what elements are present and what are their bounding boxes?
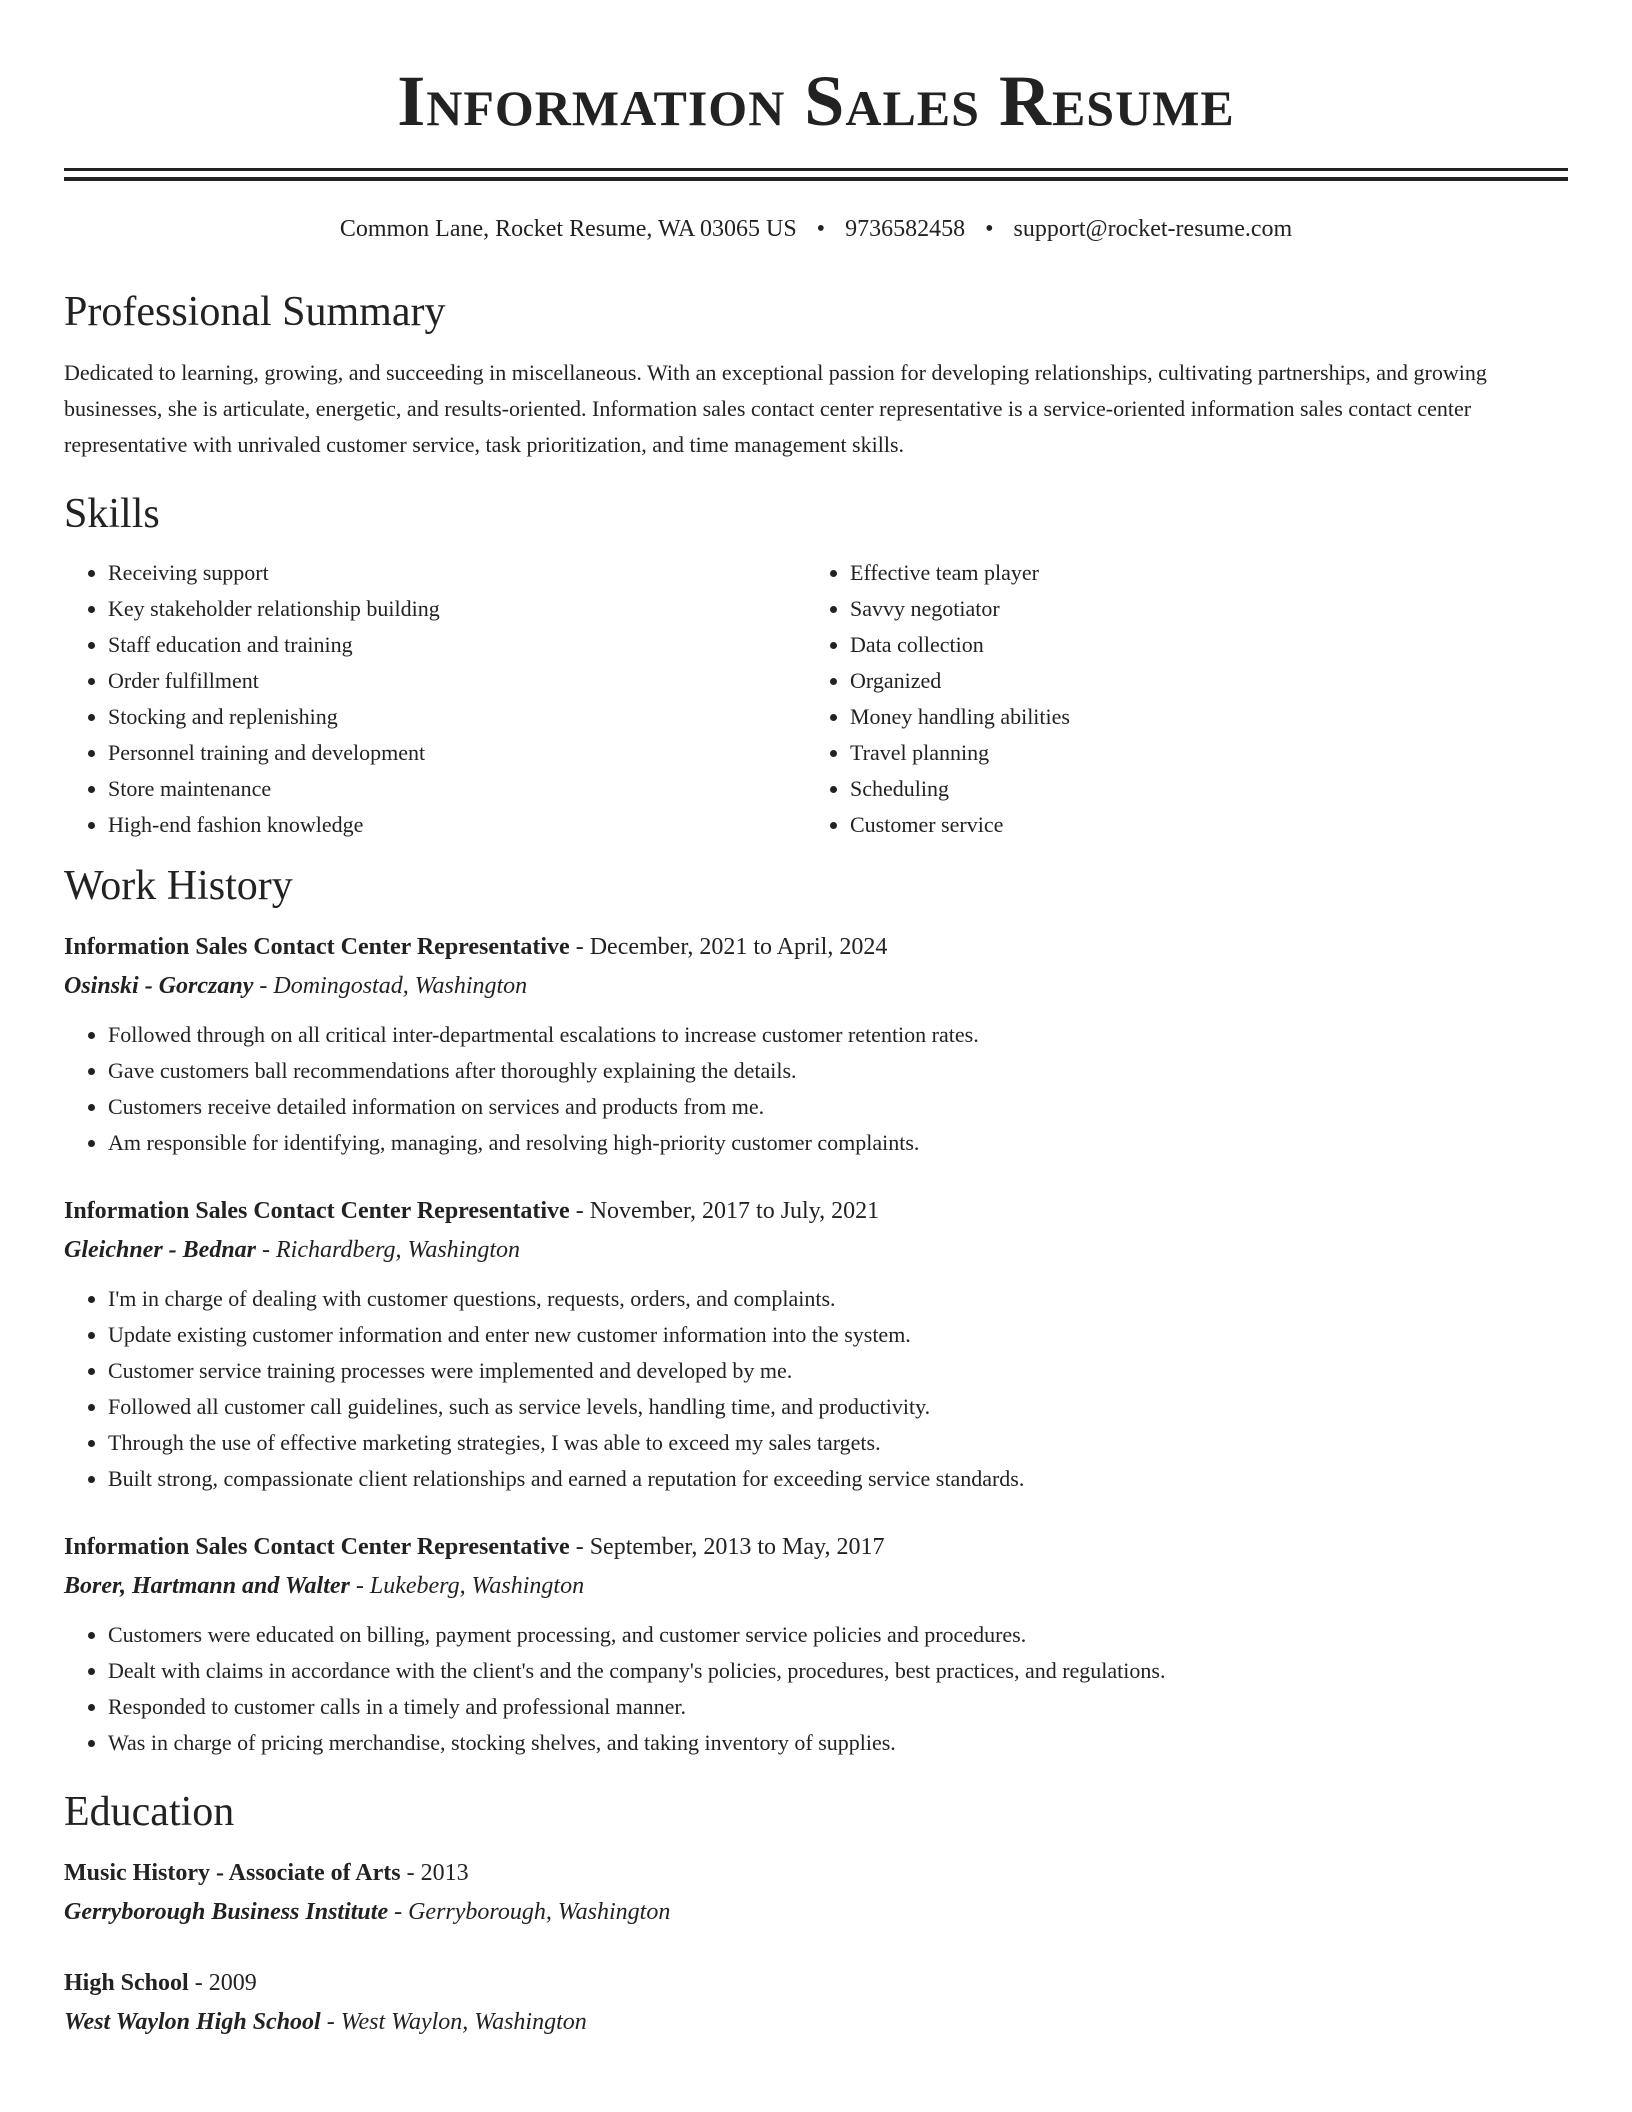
contact-address: Common Lane, Rocket Resume, WA 03065 US	[339, 216, 797, 242]
work-history-heading: Work History	[64, 863, 293, 909]
job-location: Domingostad, Washington	[273, 973, 528, 999]
education-school: Gerryborough Business Institute	[64, 1899, 389, 1925]
skills-column-right	[806, 555, 1548, 843]
job-dates: December, 2021 to April, 2024	[589, 934, 888, 960]
education-institution: Gerryborough Business Institute - Gerryborough, Washington	[64, 1899, 671, 1925]
job-entry	[64, 927, 1568, 1161]
job-header: Information Sales Contact Center Representative - November, 2017 to July, 2021	[64, 1198, 880, 1224]
job-duty: • I'm in charge of dealing with customer questions, requests, orders, and complaints.	[108, 1281, 1568, 1317]
skills-heading: Skills	[64, 491, 160, 537]
contact-separator: •	[985, 216, 994, 242]
job-duty: • Followed all customer call guidelines, such as service levels, handling time, and productivity.	[108, 1389, 1568, 1425]
job-duty: • Dealt with claims in accordance with the client's and the company's policies, procedures, best practices, and regulations.	[108, 1653, 1568, 1689]
contact-email: support@rocket-resume.com	[1013, 216, 1293, 242]
job-duty: • Through the use of effective marketing strategies, I was able to exceed my sales targets.	[108, 1425, 1568, 1461]
education-heading: Education	[64, 1789, 235, 1835]
contact-phone: 9736582458	[845, 216, 966, 242]
skill-item: • Staff education and training	[108, 627, 806, 663]
education-degree: Music History - Associate of Arts	[64, 1860, 401, 1886]
job-duty: • Responded to customer calls in a timely and professional manner.	[108, 1689, 1568, 1725]
skill-item: • Organized	[850, 663, 1548, 699]
skill-item: • Personnel training and development	[108, 735, 806, 771]
skill-item: • Scheduling	[850, 771, 1548, 807]
job-location: Lukeberg, Washington	[369, 1573, 585, 1599]
skill-item: • Stocking and replenishing	[108, 699, 806, 735]
job-title: Information Sales Contact Center Representative	[64, 1534, 570, 1560]
skill-item: • Key stakeholder relationship building	[108, 591, 806, 627]
job-company: Gleichner - Bednar	[64, 1237, 256, 1263]
skill-item: • Store maintenance	[108, 771, 806, 807]
summary-heading: Professional Summary	[64, 289, 446, 335]
job-title: Information Sales Contact Center Representative	[64, 1198, 570, 1224]
job-location: Richardberg, Washington	[276, 1237, 520, 1263]
contact-separator: •	[816, 216, 826, 242]
job-duty: • Built strong, compassionate client relationships and earned a reputation for exceeding service standards.	[108, 1461, 1568, 1497]
skill-item: • High-end fashion knowledge	[108, 807, 806, 843]
job-duty: • Customers receive detailed information on services and products from me.	[108, 1089, 1568, 1125]
job-entry	[64, 1191, 1568, 1497]
job-duty: • Followed through on all critical inter-departmental escalations to increase customer retention rates.	[108, 1017, 1568, 1053]
education-location: West Waylon, Washington	[340, 2009, 587, 2035]
job-header: Information Sales Contact Center Representative - September, 2013 to May, 2017	[64, 1534, 885, 1560]
education-location: Gerryborough, Washington	[408, 1899, 671, 1925]
contact-info	[64, 213, 1568, 245]
skills-list	[64, 555, 1568, 843]
education-entry	[64, 1853, 1568, 1931]
education-year: 2009	[208, 1970, 257, 1996]
job-duty: • Customer service training processes were implemented and developed by me.	[108, 1353, 1568, 1389]
resume-title: Information Sales Resume	[397, 61, 1235, 141]
job-duty: • Am responsible for identifying, managing, and resolving high-priority customer complaints.	[108, 1125, 1568, 1161]
education-institution: West Waylon High School - West Waylon, Washington	[64, 2009, 587, 2035]
title-divider-top	[64, 168, 1568, 171]
job-title: Information Sales Contact Center Representative	[64, 934, 570, 960]
education-degree: High School	[64, 1970, 189, 1996]
job-header: Information Sales Contact Center Representative - December, 2021 to April, 2024	[64, 934, 888, 960]
job-duty: • Customers were educated on billing, payment processing, and customer service policies and procedures.	[108, 1617, 1568, 1653]
job-duty: • Gave customers ball recommendations after thoroughly explaining the details.	[108, 1053, 1568, 1089]
education-header: Music History - Associate of Arts - 2013	[64, 1860, 469, 1886]
job-company: Borer, Hartmann and Walter	[64, 1573, 350, 1599]
skill-item: • Travel planning	[850, 735, 1548, 771]
job-company: Osinski - Gorczany	[64, 973, 254, 999]
job-duties	[64, 1017, 1568, 1161]
job-duty: • Update existing customer information and enter new customer information into the system.	[108, 1317, 1568, 1353]
skills-column-left	[64, 555, 806, 843]
skill-item: • Data collection	[850, 627, 1548, 663]
job-employer: Gleichner - Bednar - Richardberg, Washington	[64, 1237, 520, 1263]
skill-item: • Savvy negotiator	[850, 591, 1548, 627]
skill-item: • Order fulfillment	[108, 663, 806, 699]
job-dates: November, 2017 to July, 2021	[589, 1198, 880, 1224]
education-entry	[64, 1963, 1568, 2041]
summary-text: Dedicated to learning, growing, and succeeding in miscellaneous. With an exceptional passion for developing relationships, cultivating partnerships, and growing businesses, she is articulate, energetic, and results-oriented. Information sales contact center representative is a service-oriented information sales contact center representative with unrivaled customer service, task prioritization, and time management skills.	[64, 360, 1487, 457]
job-duties	[64, 1617, 1568, 1761]
resume-page	[64, 0, 1568, 2041]
education-year: 2013	[420, 1860, 469, 1886]
title-divider-bottom	[64, 177, 1568, 181]
skill-item: • Receiving support	[108, 555, 806, 591]
job-dates: September, 2013 to May, 2017	[589, 1534, 885, 1560]
education-header: High School - 2009	[64, 1970, 257, 1996]
skill-item: • Money handling abilities	[850, 699, 1548, 735]
job-duty: • Was in charge of pricing merchandise, stocking shelves, and taking inventory of supplies.	[108, 1725, 1568, 1761]
education-school: West Waylon High School	[64, 2009, 321, 2035]
job-employer: Borer, Hartmann and Walter - Lukeberg, Washington	[64, 1573, 585, 1599]
job-duties	[64, 1281, 1568, 1497]
job-entry	[64, 1527, 1568, 1761]
job-employer: Osinski - Gorczany - Domingostad, Washington	[64, 973, 528, 999]
skill-item: • Customer service	[850, 807, 1548, 843]
skill-item: • Effective team player	[850, 555, 1548, 591]
